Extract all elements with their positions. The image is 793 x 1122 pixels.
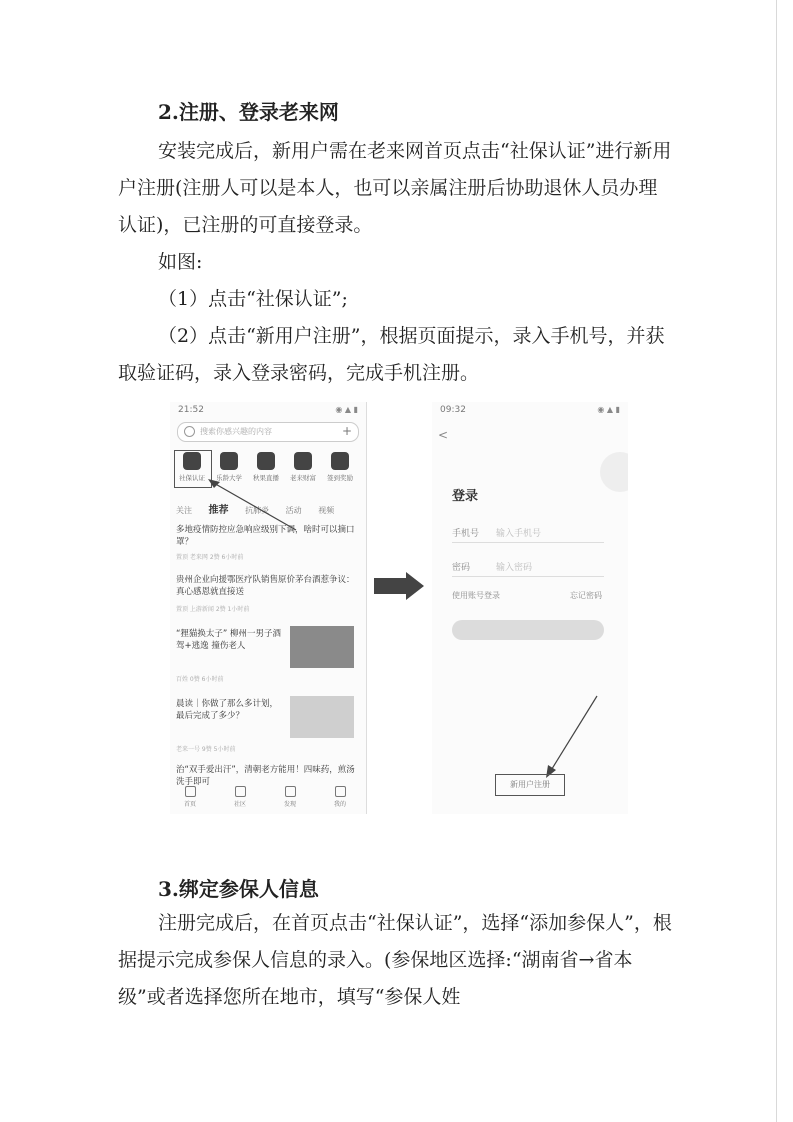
divider	[452, 576, 604, 577]
bottom-nav	[170, 786, 366, 814]
section2-paragraph-4: （2）点击“新用户注册”，根据页面提示，录入手机号，并获取验证码，录入登录密码，完成手机注册。	[118, 325, 665, 384]
news-meta: 老来一号 9赞 5小时前	[176, 746, 236, 753]
login-button[interactable]	[452, 620, 604, 640]
status-icons: ◉ ▲ ▮	[335, 405, 358, 414]
app-label: 老来财富	[290, 474, 316, 482]
add-icon[interactable]: +	[341, 424, 352, 438]
community-icon	[235, 786, 246, 797]
section2-paragraph-2: 如图:	[158, 251, 203, 273]
shebao-icon	[183, 452, 201, 470]
tab-covid[interactable]: 抗肺炎	[245, 506, 270, 515]
login-screenshot	[432, 402, 628, 814]
section3-heading: 3.绑定参保人信息	[158, 877, 319, 901]
wealth-icon	[294, 452, 312, 470]
nav-home[interactable]: 首页	[175, 786, 205, 808]
search-icon	[184, 426, 195, 437]
gift-icon	[331, 452, 349, 470]
user-icon	[335, 786, 346, 797]
news-title[interactable]: 贵州企业向援鄂医疗队销售原价茅台酒惹争议：真心感恩就直接送	[176, 575, 355, 597]
status-time: 21:52	[178, 405, 204, 415]
tab-activity[interactable]: 活动	[285, 506, 302, 515]
nav-discover[interactable]: 发现	[275, 786, 305, 808]
news-title[interactable]: 晨读｜你做了那么多计划，最后完成了多少？	[176, 699, 279, 721]
compass-icon	[285, 786, 296, 797]
tab-video[interactable]: 视频	[318, 506, 335, 515]
pointer-arrow-right	[542, 692, 602, 782]
news-meta: 置顶 老来网 2赞 6小时前	[176, 554, 244, 561]
tab-follow[interactable]: 关注	[176, 506, 192, 515]
live-icon	[257, 452, 275, 470]
nav-mine[interactable]: 我的	[325, 786, 355, 808]
section2-paragraph-1: 安装完成后，新用户需在老来网首页点击“社保认证”进行新用户注册(注册人可以是本人，也可以亲属注册后协助退休人员办理认证)，已注册的可直接登录。	[118, 140, 672, 236]
section2-body	[118, 133, 673, 392]
news-title[interactable]: “狸猫换太子” 柳州一男子酒驾+逃逸 撞伤老人	[176, 629, 282, 651]
new-user-register-button[interactable]: 新用户注册	[495, 774, 565, 796]
app-label: 乐龄大学	[216, 474, 242, 482]
search-placeholder: 搜索你感兴趣的内容	[200, 427, 272, 436]
news-title[interactable]: 多地疫情防控应急响应级别下调，啥时可以摘口罩？	[176, 525, 355, 547]
book-icon	[220, 452, 238, 470]
password-input[interactable]: 输入密码	[496, 563, 533, 573]
pointer-arrow-left	[200, 470, 310, 540]
decorative-circle	[600, 452, 628, 492]
news-meta: 置顶 上游新闻 2赞 1小时前	[176, 606, 250, 613]
section3-paragraph-1: 注册完成后，在首页点击“社保认证”，选择“添加参保人”，根据提示完成参保人信息的录入。(参保地区选择:“湖南省→省本级”或者选择您所在地市，填写“参保人姓	[118, 912, 672, 1008]
back-icon[interactable]: <	[438, 428, 449, 442]
news-title[interactable]: 治“双手爱出汗”，清朝老方能用！四味药，煎汤洗手即可	[176, 765, 355, 787]
home-icon	[185, 786, 196, 797]
search-bar[interactable]	[177, 422, 359, 442]
page-edge-line	[776, 0, 777, 1122]
section2-heading: 2.注册、登录老来网	[158, 100, 339, 124]
app-label: 社保认证	[179, 474, 205, 482]
status-icons: ◉ ▲ ▮	[597, 405, 620, 414]
forgot-password-link[interactable]: 忘记密码	[570, 591, 602, 600]
account-login-link[interactable]: 使用账号登录	[452, 591, 500, 600]
right-arrow-icon	[406, 572, 424, 600]
login-title: 登录	[452, 489, 479, 504]
app-signin[interactable]	[325, 452, 355, 482]
tab-recommend[interactable]: 推荐	[208, 505, 229, 516]
divider	[452, 542, 604, 543]
phone-input[interactable]: 输入手机号	[496, 529, 542, 539]
transition-arrow-body	[374, 578, 408, 594]
news-thumbnail	[290, 696, 354, 738]
nav-community[interactable]: 社区	[225, 786, 255, 808]
app-label: 秋果直播	[253, 474, 279, 482]
phone-label: 手机号	[452, 529, 480, 539]
password-label: 密码	[452, 563, 471, 573]
app-label: 签到奖励	[327, 474, 353, 482]
section3-body	[118, 905, 673, 1016]
section2-paragraph-3: （1）点击“社保认证”;	[158, 288, 348, 310]
home-screenshot	[170, 402, 367, 814]
news-thumbnail	[290, 626, 354, 668]
status-time: 09:32	[440, 405, 466, 415]
news-meta: 百姓 0赞 6小时前	[176, 676, 224, 683]
